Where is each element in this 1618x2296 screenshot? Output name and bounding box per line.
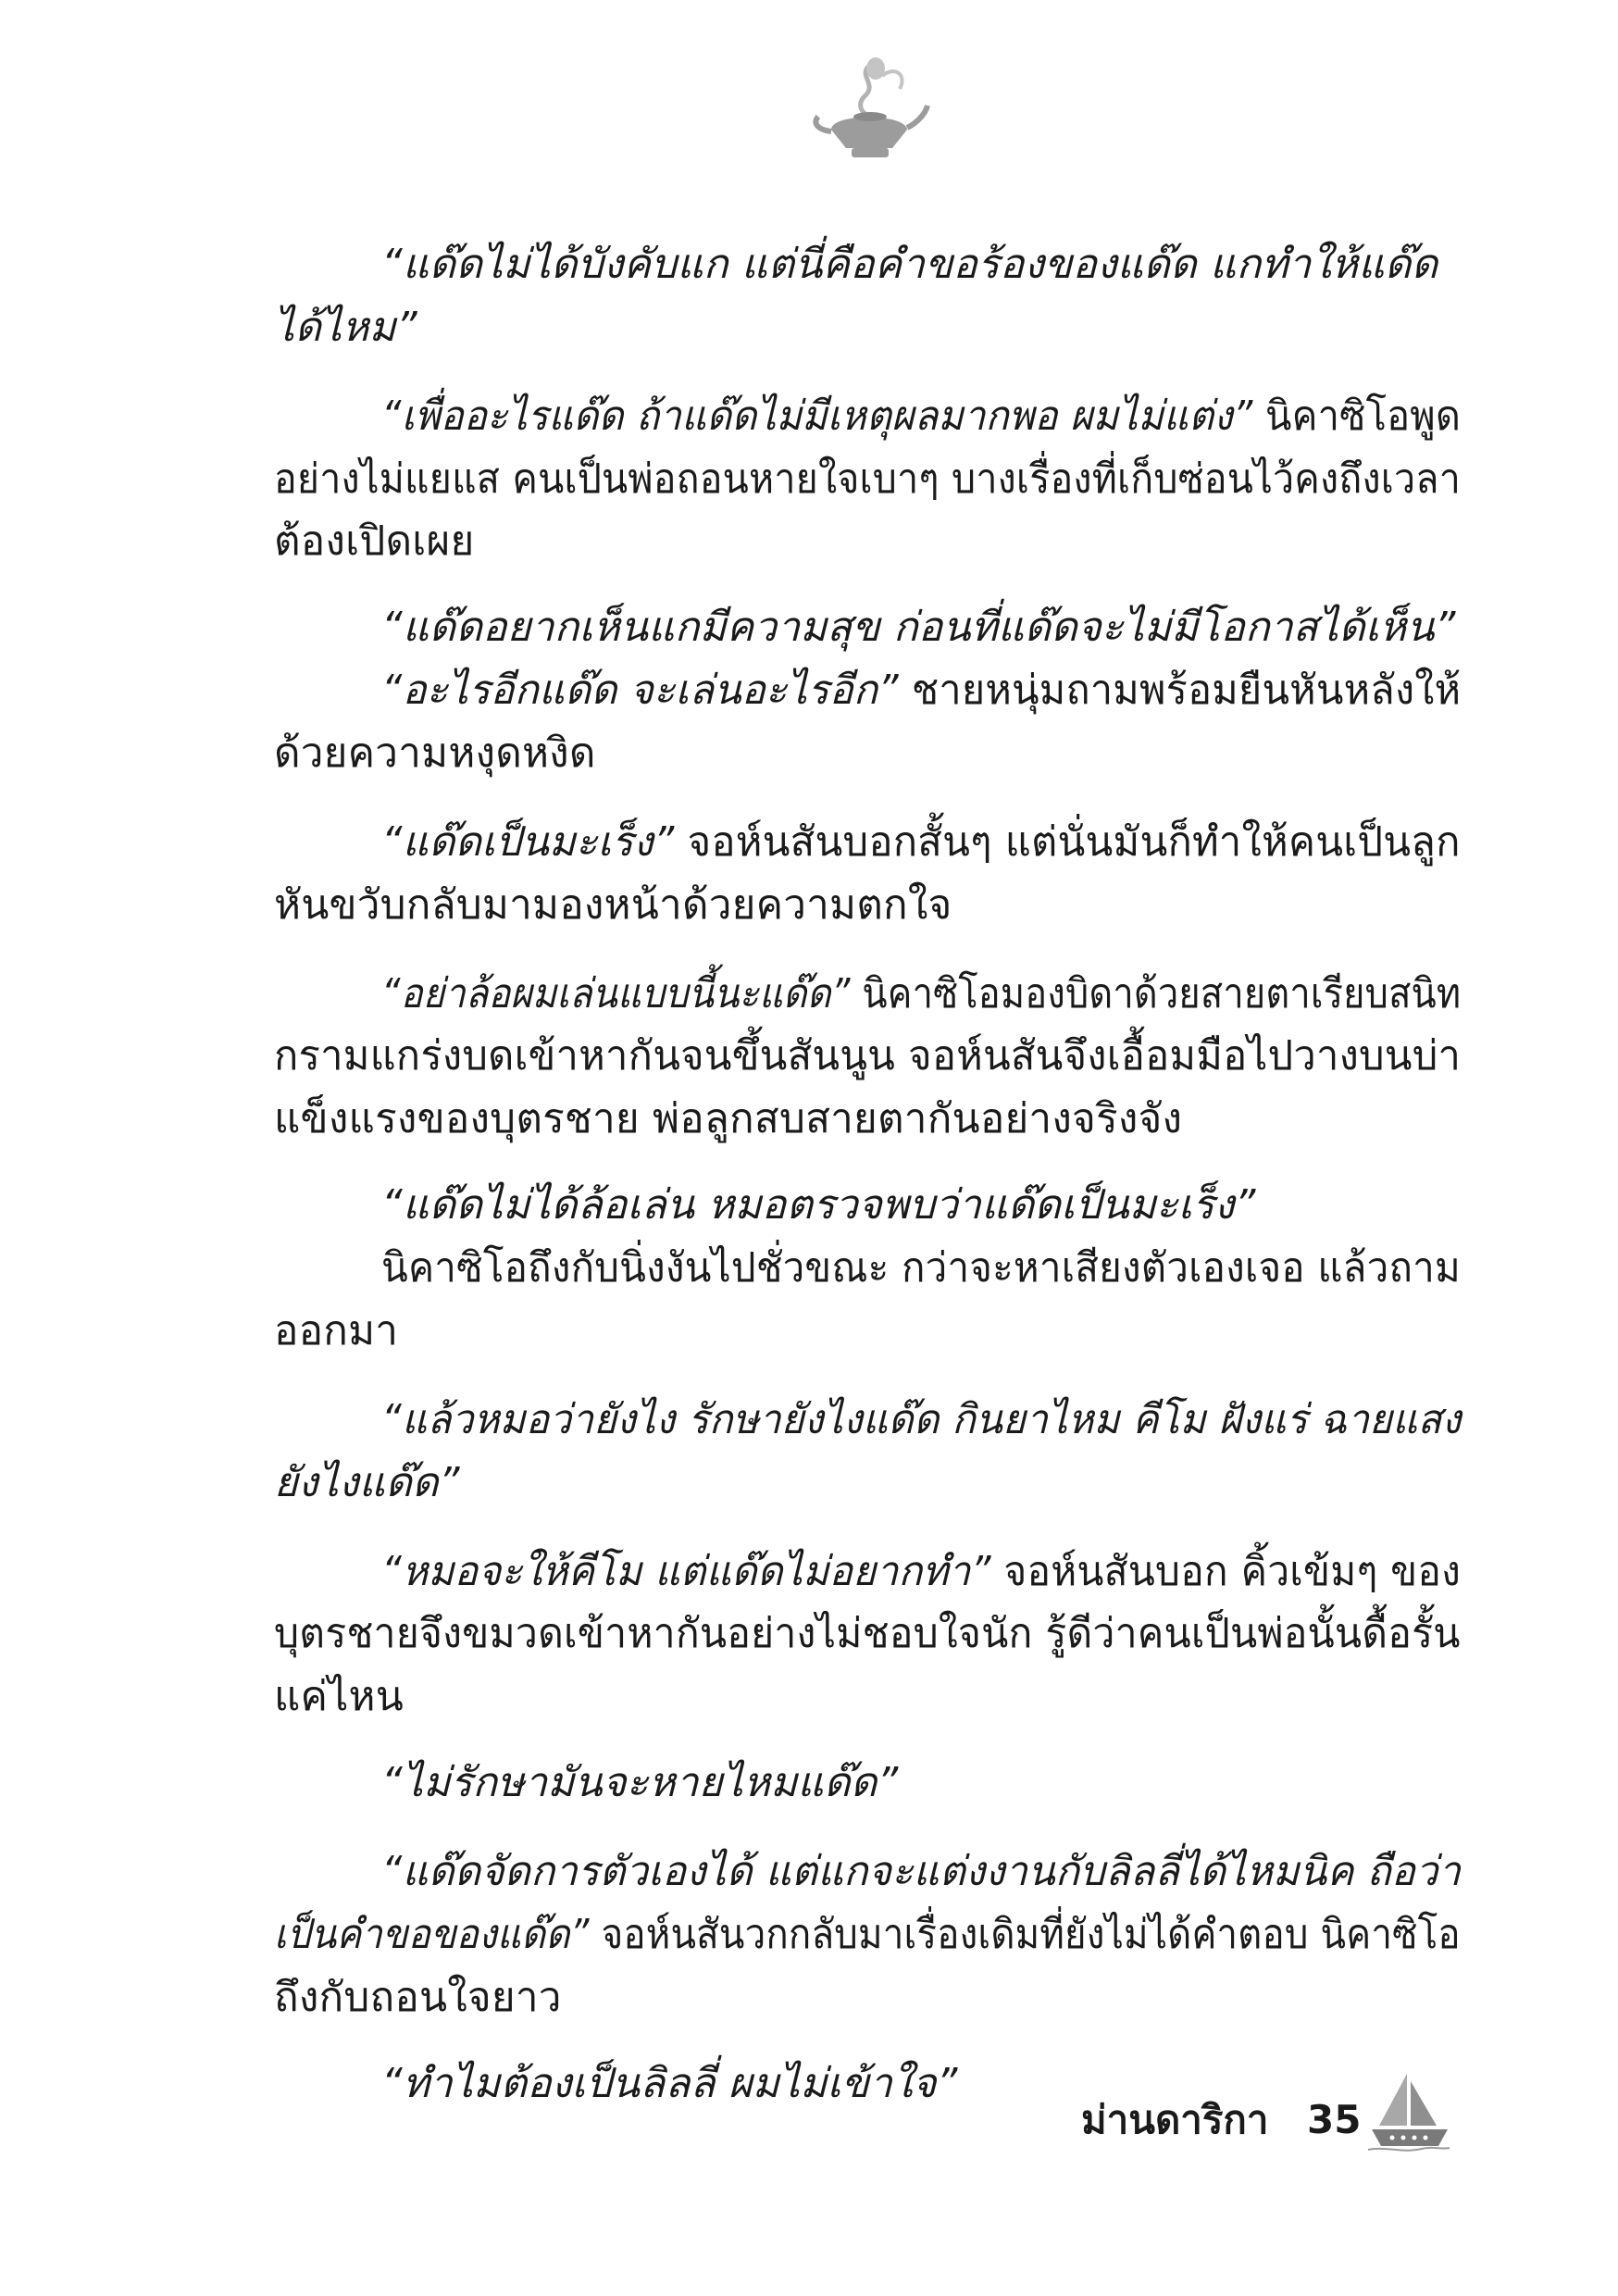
text-line <box>274 863 952 948</box>
text-line <box>274 1955 562 2040</box>
text-line <box>381 1378 1461 1463</box>
book-title: ม่านดาริกา <box>1081 2097 1269 2142</box>
dialogue-text: “แด๊ดอยากเห็นแกมีความสุข ก่อนที่แด๊ดจะไม่มีโอกาสได้เห็น” <box>381 604 1456 651</box>
narration-text: แข็งแรงของบุตรชาย พ่อลูกสบสายตากันอย่างจริงจัง <box>274 1095 1183 1142</box>
dialogue-text: “ไม่รักษามันจะหายไหมแด๊ด” <box>381 1759 899 1806</box>
narration-text: จอห์นสันบอกสั้นๆ แต่นั่นมันก็ทำให้คนเป็นลูก <box>674 818 1461 866</box>
dialogue-text: “หมอจะให้คีโม แต่แด๊ดไม่อยากทำ” <box>381 1548 991 1595</box>
narration-text: ด้วยความหงุดหงิด <box>274 730 596 777</box>
sailboat-icon <box>1366 2068 1451 2153</box>
dialogue-text: “อย่าล้อผมเล่นแบบนี้นะแด๊ด” <box>381 970 851 1017</box>
narration-text: ถึงกับถอนใจยาว <box>274 1974 562 2021</box>
dialogue-text: “ทำไมต้องเป็นลิลลี่ ผมไม่เข้าใจ” <box>381 2060 958 2107</box>
text-line <box>274 1441 460 1526</box>
dialogue-text: ได้ไหม” <box>274 304 417 351</box>
page-number: 35 <box>1307 2097 1362 2142</box>
dialogue-text: “แล้วหมอว่ายังไง รักษายังไงแด๊ด กินยาไหม คีโม ฝังแร่ ฉายแสง <box>381 1396 1462 1443</box>
text-line <box>274 711 596 796</box>
narration-text: นิคาซิโอมองบิดาด้วยสายตาเรียบสนิท <box>850 970 1462 1017</box>
dialogue-text: “อะไรอีกแด๊ด จะเล่นอะไรอีก” <box>381 667 899 714</box>
narration-text: จอห์นสันบอก คิ้วเข้มๆ ของ <box>990 1548 1462 1595</box>
dialogue-text: “แด๊ดจัดการตัวเองได้ แต่แกจะแต่งงานกับลิลลี่ได้ไหมนิค ถือว่า <box>381 1848 1462 1895</box>
narration-text: กรามแกร่งบดเข้าหากันจนขึ้นสันนูน จอห์นสันจึงเอื้อมมือไปวางบนบ่า <box>274 1032 1462 1079</box>
narration-text: อย่างไม่แยแส คนเป็นพ่อถอนหายใจเบาๆ บางเรื่องที่เก็บซ่อนไว้คงถึงเวลา <box>274 455 1462 503</box>
text-line <box>381 1226 1461 1311</box>
text-line <box>274 285 417 370</box>
text-line <box>274 499 474 584</box>
dialogue-text: “เพื่ออะไรแด๊ด ถ้าแด๊ดไม่มีเหตุผลมากพอ ผมไม่แต่ง” <box>381 393 1253 440</box>
text-line <box>274 1289 398 1374</box>
narration-text: จอห์นสันวกกลับมาเรื่องเดิมที่ยังไม่ได้คำตอบ นิคาซิโอ <box>589 1911 1461 1958</box>
text-line <box>274 1591 1461 1677</box>
text-line <box>274 1654 404 1740</box>
narration-text: ออกมา <box>274 1307 399 1354</box>
narration-text: หันขวับกลับมามองหน้าด้วยความตกใจ <box>274 881 952 929</box>
narration-text: แค่ไหน <box>274 1673 404 1720</box>
dialogue-text: “แด๊ดเป็นมะเร็ง” <box>381 818 675 866</box>
text-line <box>381 1741 899 1826</box>
dialogue-text: “แด๊ดไม่ได้บังคับแก แต่นี่คือคำขอร้องของแด๊ด แกทำให้แด๊ด <box>381 241 1438 288</box>
narration-text: บุตรชายจึงขมวดเข้าหากันอย่างไม่ชอบใจนัก รู้ดีว่าคนเป็นพ่อนั้นดื้อรั้น <box>274 1610 1461 1657</box>
text-line <box>381 2041 958 2127</box>
narration-text: นิคาซิโอพูด <box>1252 393 1462 440</box>
narration-text: ชายหนุ่มถามพร้อมยืนหันหลังให้ <box>898 667 1462 714</box>
text-line <box>274 1077 1182 1162</box>
text-line <box>381 222 1438 307</box>
narration-text: ต้องเปิดเผย <box>274 518 475 565</box>
dialogue-text: เป็นคำขอของแด๊ด” <box>274 1911 590 1958</box>
narration-text: นิคาซิโอถึงกับนิ่งงันไปชั่วขณะ กว่าจะหาเสียงตัวเองเจอ แล้วถาม <box>381 1244 1461 1292</box>
dialogue-text: ยังไงแด๊ด” <box>274 1459 460 1506</box>
dialogue-text: “แด๊ดไม่ได้ล้อเล่น หมอตรวจพบว่าแด๊ดเป็นมะเร็ง” <box>381 1181 1256 1229</box>
genie-lamp-icon <box>803 48 933 168</box>
